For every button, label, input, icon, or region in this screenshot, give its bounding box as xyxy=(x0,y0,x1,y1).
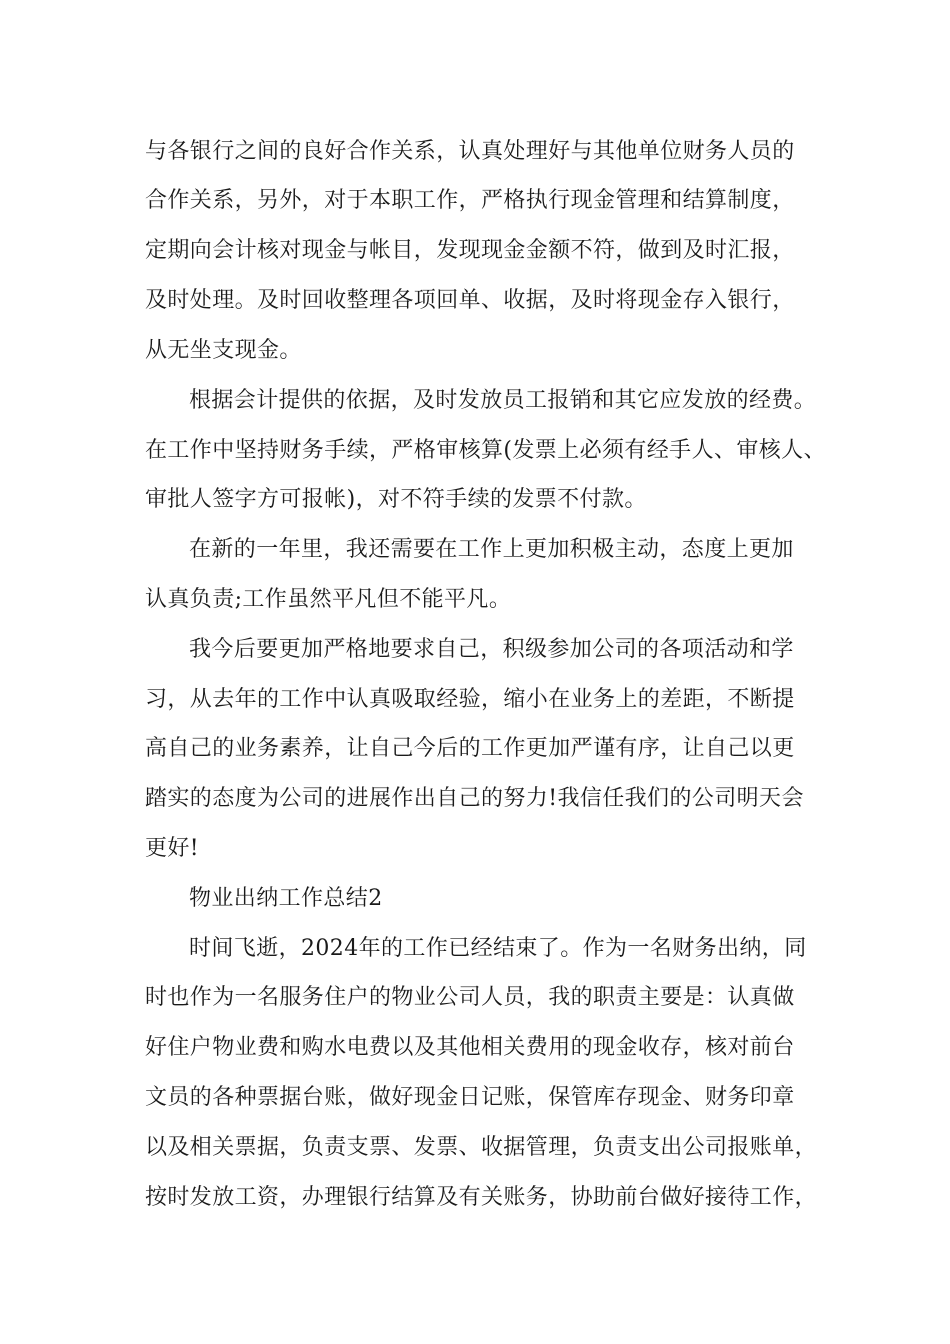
paragraph-line: 我今后要更加严格地要求自己，积级参加公司的各项活动和学 xyxy=(189,637,794,662)
paragraph-line: 文员的各种票据台账，做好现金日记账，保管库存现金、财务印章 xyxy=(145,1085,795,1110)
paragraph-line: 在工作中坚持财务手续，严格审核算(发票上必须有经手人、审核人、 xyxy=(145,438,826,463)
paragraph-line: 认真负责;工作虽然平凡但不能平凡。 xyxy=(145,587,512,612)
paragraph-line: 踏实的态度为公司的进展作出自己的努力!我信任我们的公司明天会 xyxy=(145,786,804,811)
paragraph-line: 合作关系，另外，对于本职工作，严格执行现金管理和结算制度， xyxy=(145,188,795,213)
paragraph-line: 习，从去年的工作中认真吸取经验，缩小在业务上的差距，不断提 xyxy=(145,687,795,712)
paragraph-line: 以及相关票据，负责支票、发票、收据管理，负责支出公司报账单， xyxy=(145,1135,818,1160)
paragraph-line: 在新的一年里，我还需要在工作上更加积极主动，态度上更加 xyxy=(189,537,794,562)
paragraph-line: 好住户物业费和购水电费以及其他相关费用的现金收存，核对前台 xyxy=(145,1035,795,1060)
paragraph-line: 更好! xyxy=(145,836,200,861)
paragraph-line: 从无坐支现金。 xyxy=(145,338,302,363)
paragraph-line: 高自己的业务素养，让自己今后的工作更加严谨有序，让自己以更 xyxy=(145,736,795,761)
paragraph-line: 与各银行之间的良好合作关系，认真处理好与其他单位财务人员的 xyxy=(145,139,795,164)
paragraph-line: 时间飞逝，2024年的工作已经结束了。作为一名财务出纳，同 xyxy=(189,936,807,961)
paragraph-line: 时也作为一名服务住户的物业公司人员，我的职责主要是：认真做 xyxy=(145,985,795,1010)
paragraph-line: 根据会计提供的依据，及时发放员工报销和其它应发放的经费。 xyxy=(189,388,817,413)
paragraph-line: 按时发放工资，办理银行结算及有关账务，协助前台做好接待工作， xyxy=(145,1185,818,1210)
paragraph-line: 审批人签字方可报帐)，对不符手续的发票不付款。 xyxy=(145,487,647,512)
section-heading: 物业出纳工作总结2 xyxy=(189,886,383,911)
paragraph-line: 定期向会计核对现金与帐目，发现现金金额不符，做到及时汇报， xyxy=(145,238,795,263)
paragraph-line: 及时处理。及时回收整理各项回单、收据，及时将现金存入银行， xyxy=(145,288,795,313)
